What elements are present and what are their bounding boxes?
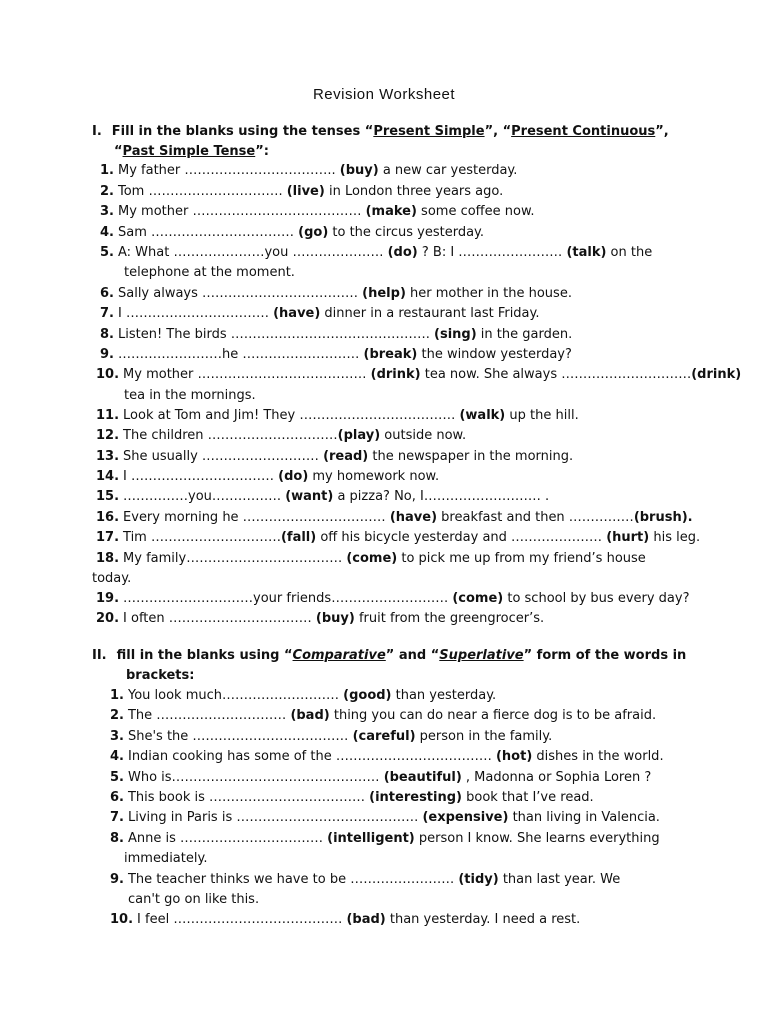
item-number: 5. xyxy=(110,770,124,785)
verb-hint: (walk) xyxy=(459,408,506,423)
verb-hint: (do) xyxy=(387,245,418,260)
section-2-item-5 xyxy=(110,768,651,788)
section-1-heading-text-b: ”, “ xyxy=(484,124,512,139)
item-continuation: immediately. xyxy=(124,851,208,866)
section-1-item-5 xyxy=(100,243,652,263)
section-1-item-13 xyxy=(96,447,573,467)
item-number: 1. xyxy=(110,688,124,703)
item-number: 8. xyxy=(110,831,124,846)
verb-hint: (beautiful) xyxy=(383,770,462,785)
item-number: 10. xyxy=(110,912,134,927)
item-text: fruit from the greengrocer’s. xyxy=(354,611,545,626)
section-1-item-10 xyxy=(96,365,741,385)
item-text: ……………you……………. xyxy=(123,489,286,504)
item-text: on the xyxy=(606,245,653,260)
item-text: book that I’ve read. xyxy=(461,790,594,805)
section-1-item-18 xyxy=(96,549,646,569)
section-2-heading-text-d: brackets: xyxy=(126,668,195,683)
item-text: I often …………………………… xyxy=(123,611,316,626)
item-text: the newspaper in the morning. xyxy=(368,449,574,464)
item-text: person in the family. xyxy=(415,729,553,744)
item-text: Who is………………………………………… xyxy=(127,770,384,785)
verb-hint: (brush). xyxy=(633,510,693,525)
section-1-item-6 xyxy=(100,284,572,304)
verb-hint: (careful) xyxy=(352,729,416,744)
section-1-item-11 xyxy=(96,406,579,426)
verb-hint: (fall) xyxy=(280,530,317,545)
item-text: I feel ………………………………… xyxy=(137,912,347,927)
item-number: 16. xyxy=(96,510,120,525)
item-text: to pick me up from my friend’s house xyxy=(397,551,646,566)
verb-hint: (drink) xyxy=(370,367,421,382)
verb-hint: (have) xyxy=(273,306,321,321)
verb-hint: (do) xyxy=(278,469,309,484)
section-1-item-4 xyxy=(100,223,484,243)
section-1-heading-text-a: Fill in the blanks using the tenses “ xyxy=(111,124,374,139)
item-number: 10. xyxy=(96,367,120,382)
section-2-item-10 xyxy=(110,910,580,930)
section-1-item-14 xyxy=(96,467,439,487)
section-2-item-6 xyxy=(110,788,594,808)
section-1-heading-text-d: “ xyxy=(114,144,123,159)
verb-hint: (talk) xyxy=(566,245,607,260)
tense-past-simple: Past Simple Tense xyxy=(122,144,256,159)
item-text: a new car yesterday. xyxy=(378,163,518,178)
item-number: 14. xyxy=(96,469,120,484)
item-text: than yesterday. xyxy=(391,688,497,703)
item-number: 9. xyxy=(110,872,124,887)
section-1-heading-text-e: ”: xyxy=(255,144,269,159)
section-1-item-15 xyxy=(96,487,549,507)
section-1-item-19 xyxy=(96,589,690,609)
item-text: to the circus yesterday. xyxy=(328,225,485,240)
item-number: 4. xyxy=(110,749,124,764)
verb-hint: (expensive) xyxy=(422,810,509,825)
verb-hint: (tidy) xyxy=(458,872,499,887)
item-number: 18. xyxy=(96,551,120,566)
item-continuation: today. xyxy=(92,571,132,586)
section-1-number: I. xyxy=(92,124,102,139)
verb-hint: (break) xyxy=(363,347,418,362)
item-number: 5. xyxy=(100,245,114,260)
item-text: Tom …………………………. xyxy=(117,184,287,199)
item-text: person I know. She learns everything xyxy=(414,831,660,846)
item-text: Living in Paris is …………………………………… xyxy=(127,810,423,825)
verb-hint: (hurt) xyxy=(606,530,650,545)
item-text: She usually ……………………… xyxy=(123,449,324,464)
item-number: 1. xyxy=(100,163,114,178)
item-text: breakfast and then …………… xyxy=(437,510,634,525)
section-1-item-20 xyxy=(96,609,544,629)
item-text: dinner in a restaurant last Friday. xyxy=(320,306,540,321)
item-text: Every morning he …………………………… xyxy=(123,510,390,525)
item-text: Indian cooking has some of the ……………………………… xyxy=(127,749,496,764)
item-text: My mother ………………………………… xyxy=(123,367,371,382)
item-text: The teacher thinks we have to be …………………… xyxy=(127,872,459,887)
item-text: This book is ……………………………… xyxy=(127,790,370,805)
item-continuation: can't go on like this. xyxy=(128,892,260,907)
verb-hint: (buy) xyxy=(339,163,379,178)
item-text: my homework now. xyxy=(308,469,440,484)
verb-hint: (make) xyxy=(365,204,417,219)
item-text: I …………………………… xyxy=(123,469,279,484)
item-text: Listen! The birds ………………………………………. xyxy=(117,327,435,342)
item-text: , Madonna or Sophia Loren ? xyxy=(461,770,652,785)
item-text: The children ………………………… xyxy=(123,428,338,443)
item-text: Anne is …………………………… xyxy=(127,831,328,846)
item-text: thing you can do near a fierce dog is to be afraid. xyxy=(329,708,657,723)
section-1-item-8 xyxy=(100,325,572,345)
page-title: Revision Worksheet xyxy=(312,86,456,103)
section-1-item-17 xyxy=(96,528,700,548)
verb-hint: (buy) xyxy=(315,611,355,626)
verb-hint: (go) xyxy=(298,225,329,240)
section-1-item-7 xyxy=(100,304,540,324)
verb-hint: (read) xyxy=(323,449,369,464)
verb-hint: (come) xyxy=(452,591,504,606)
item-number: 3. xyxy=(110,729,124,744)
item-number: 13. xyxy=(96,449,120,464)
item-text: outside now. xyxy=(380,428,467,443)
item-number: 7. xyxy=(100,306,114,321)
section-2-number: II. xyxy=(92,648,107,663)
item-text: …………………………your friends……………………… xyxy=(123,591,453,606)
item-text: in London three years ago. xyxy=(324,184,504,199)
item-number: 6. xyxy=(110,790,124,805)
item-number: 8. xyxy=(100,327,114,342)
item-number: 6. xyxy=(100,286,114,301)
item-text: off his bicycle yesterday and ………………… xyxy=(316,530,607,545)
item-text: than last year. We xyxy=(498,872,621,887)
item-text: You look much……………………… xyxy=(127,688,344,703)
section-1-item-2 xyxy=(100,182,503,202)
section-1-item-9 xyxy=(100,345,572,365)
item-text: Sally always ……………………………… xyxy=(117,286,363,301)
item-text: in the garden. xyxy=(476,327,573,342)
section-1-item-12 xyxy=(96,426,466,446)
item-number: 11. xyxy=(96,408,120,423)
item-number: 4. xyxy=(100,225,114,240)
verb-hint: (come) xyxy=(346,551,398,566)
section-2-heading-text-b: ” and “ xyxy=(385,648,440,663)
item-text: her mother in the house. xyxy=(405,286,572,301)
item-text: Look at Tom and Jim! They ……………………………… xyxy=(123,408,460,423)
form-superlative: Superlative xyxy=(439,648,524,663)
verb-hint: (help) xyxy=(362,286,406,301)
item-text: She's the ……………………………… xyxy=(127,729,353,744)
item-text: Tim ………………………… xyxy=(123,530,281,545)
item-text: ……………………he ……………………… xyxy=(117,347,364,362)
item-text: My family……………………………… xyxy=(123,551,347,566)
section-1-item-3 xyxy=(100,202,535,222)
item-text: tea now. She always ………………………… xyxy=(420,367,692,382)
verb-hint: (hot) xyxy=(495,749,533,764)
section-1-heading-text-c: ”, xyxy=(655,124,669,139)
section-2-item-1 xyxy=(110,686,496,706)
item-text: My mother ………………………………… xyxy=(117,204,366,219)
verb-hint: (sing) xyxy=(434,327,477,342)
item-text: his leg. xyxy=(649,530,701,545)
item-text: Sam …………………………… xyxy=(117,225,299,240)
section-2-heading xyxy=(92,646,712,686)
item-number: 7. xyxy=(110,810,124,825)
item-text: A: What …………………you ………………… xyxy=(117,245,388,260)
verb-hint: (good) xyxy=(343,688,392,703)
item-text: than yesterday. I need a rest. xyxy=(385,912,581,927)
verb-hint: (want) xyxy=(285,489,334,504)
item-text: dishes in the world. xyxy=(532,749,664,764)
item-text: some coffee now. xyxy=(416,204,535,219)
section-2-item-8 xyxy=(110,829,660,849)
tense-present-simple: Present Simple xyxy=(373,124,485,139)
item-number: 19. xyxy=(96,591,120,606)
item-text: the window yesterday? xyxy=(417,347,572,362)
verb-hint: (live) xyxy=(286,184,325,199)
verb-hint: (intelligent) xyxy=(327,831,415,846)
item-number: 15. xyxy=(96,489,120,504)
item-text: ? B: I …………………… xyxy=(417,245,567,260)
verb-hint: (play) xyxy=(337,428,381,443)
section-2-item-2 xyxy=(110,706,656,726)
item-text: up the hill. xyxy=(505,408,579,423)
item-text: a pizza? No, I……………………… . xyxy=(333,489,550,504)
section-2-item-7 xyxy=(110,808,660,828)
verb-hint: (bad) xyxy=(290,708,330,723)
item-number: 3. xyxy=(100,204,114,219)
item-text: My father …………………………….. xyxy=(117,163,340,178)
section-1-item-1 xyxy=(100,161,517,181)
item-continuation: telephone at the moment. xyxy=(124,265,295,280)
section-2-item-4 xyxy=(110,747,664,767)
item-number: 17. xyxy=(96,530,120,545)
form-comparative: Comparative xyxy=(292,648,386,663)
section-1-heading xyxy=(92,122,712,162)
item-number: 12. xyxy=(96,428,120,443)
section-2-heading-text-c: ” form of the words in xyxy=(523,648,687,663)
item-number: 20. xyxy=(96,611,120,626)
section-2-item-3 xyxy=(110,727,552,747)
section-2-heading-text-a: fill in the blanks using “ xyxy=(116,648,293,663)
item-text: The ………………………… xyxy=(127,708,291,723)
item-number: 2. xyxy=(100,184,114,199)
verb-hint: (drink) xyxy=(691,367,742,382)
item-text: than living in Valencia. xyxy=(508,810,660,825)
verb-hint: (bad) xyxy=(346,912,386,927)
item-text: to school by bus every day? xyxy=(503,591,690,606)
tense-present-continuous: Present Continuous xyxy=(511,124,656,139)
item-continuation: tea in the mornings. xyxy=(124,388,256,403)
verb-hint: (have) xyxy=(389,510,438,525)
item-number: 9. xyxy=(100,347,114,362)
item-text: I …………………………… xyxy=(117,306,274,321)
verb-hint: (interesting) xyxy=(369,790,462,805)
section-1-item-16 xyxy=(96,508,693,528)
item-number: 2. xyxy=(110,708,124,723)
section-2-item-9 xyxy=(110,870,620,890)
